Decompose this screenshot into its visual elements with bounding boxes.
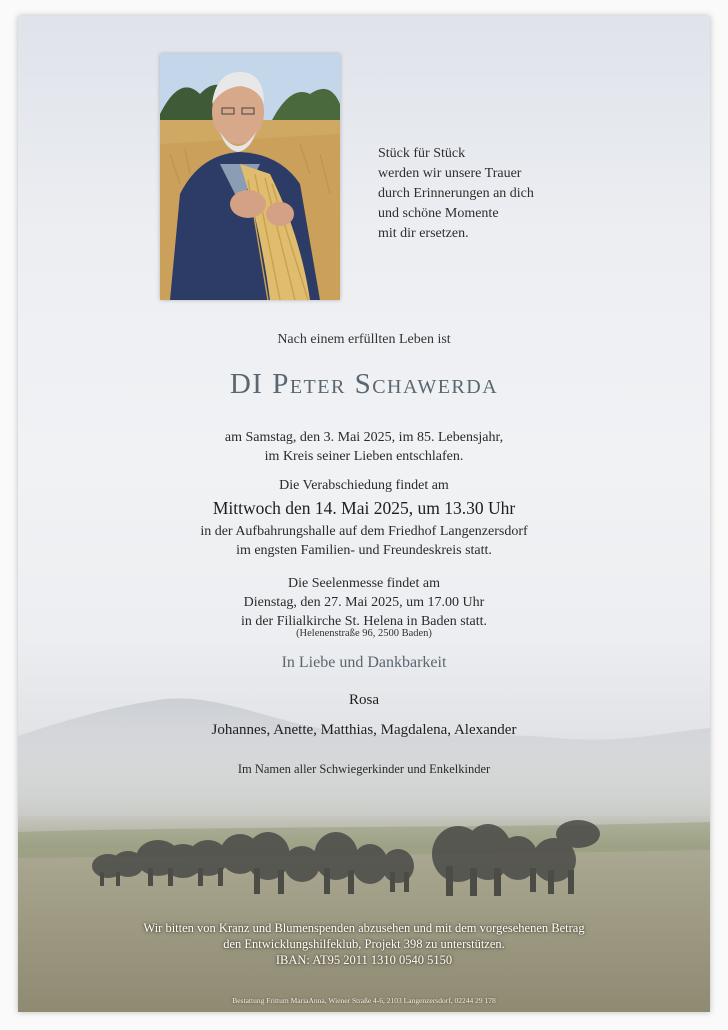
intro-text: Nach einem erfüllten Leben ist: [277, 332, 451, 347]
donation-request: [18, 920, 710, 968]
mourner-spouse: Rosa: [349, 692, 379, 708]
portrait-illustration: [160, 54, 340, 300]
mass-line-2: Dienstag, den 27. Mai 2025, um 17.00 Uhr: [243, 595, 485, 610]
mass-line-3: in der Filialkirche St. Helena in Baden statt.: [240, 614, 488, 629]
mass-address: (Helenenstraße 96, 2500 Baden): [296, 628, 432, 639]
poem-line: durch Erinnerungen an dich: [378, 186, 534, 201]
poem-line: werden wir unsere Trauer: [378, 166, 522, 181]
obituary-card: [18, 16, 710, 1012]
farewell-line-1: in der Aufbahrungshalle auf dem Friedhof Langenzersdorf: [200, 524, 528, 539]
donation-iban: IBAN: AT95 2011 1310 0540 5150: [275, 953, 453, 967]
funeral-home-footer: Bestattung Frittum MariaAnna, Wiener Straße 4-6, 2103 Langenzersdorf, 02244 29 178: [232, 996, 496, 1005]
donation-line-2: den Entwicklungshilfeklub, Projekt 398 zu unterstützen.: [223, 937, 505, 951]
death-notice: [18, 428, 710, 466]
farewell-intro: Die Verabschiedung findet am: [279, 478, 449, 493]
death-line-2: im Kreis seiner Lieben entschlafen.: [264, 449, 464, 464]
farewell-date: Mittwoch den 14. Mai 2025, um 13.30 Uhr: [212, 498, 516, 518]
donation-line-1: Wir bitten von Kranz und Blumenspenden abzusehen und mit dem vorgesehenen Betrag: [143, 921, 585, 935]
poem-line: Stück für Stück: [378, 146, 466, 161]
death-line-1: am Samstag, den 3. Mai 2025, im 85. Lebensjahr,: [224, 430, 504, 445]
poem-line: und schöne Momente: [378, 206, 499, 221]
memorial-mass: [18, 574, 710, 631]
mass-line-1: Die Seelenmesse findet am: [287, 576, 440, 591]
poem-line: mit dir ersetzen.: [378, 226, 469, 241]
poem: [378, 144, 598, 244]
farewell-line-2: im engsten Familien- und Freundeskreis statt.: [236, 543, 492, 558]
mourners-heading: In Liebe und Dankbarkeit: [281, 654, 447, 671]
portrait-photo: [160, 54, 340, 300]
mourner-children: Johannes, Anette, Matthias, Magdalena, Alexander: [211, 722, 517, 738]
deceased-name: DI Peter Schawerda: [229, 368, 499, 400]
mourner-others: Im Namen aller Schwiegerkinder und Enkelkinder: [237, 762, 491, 776]
farewell-location: [18, 522, 710, 560]
